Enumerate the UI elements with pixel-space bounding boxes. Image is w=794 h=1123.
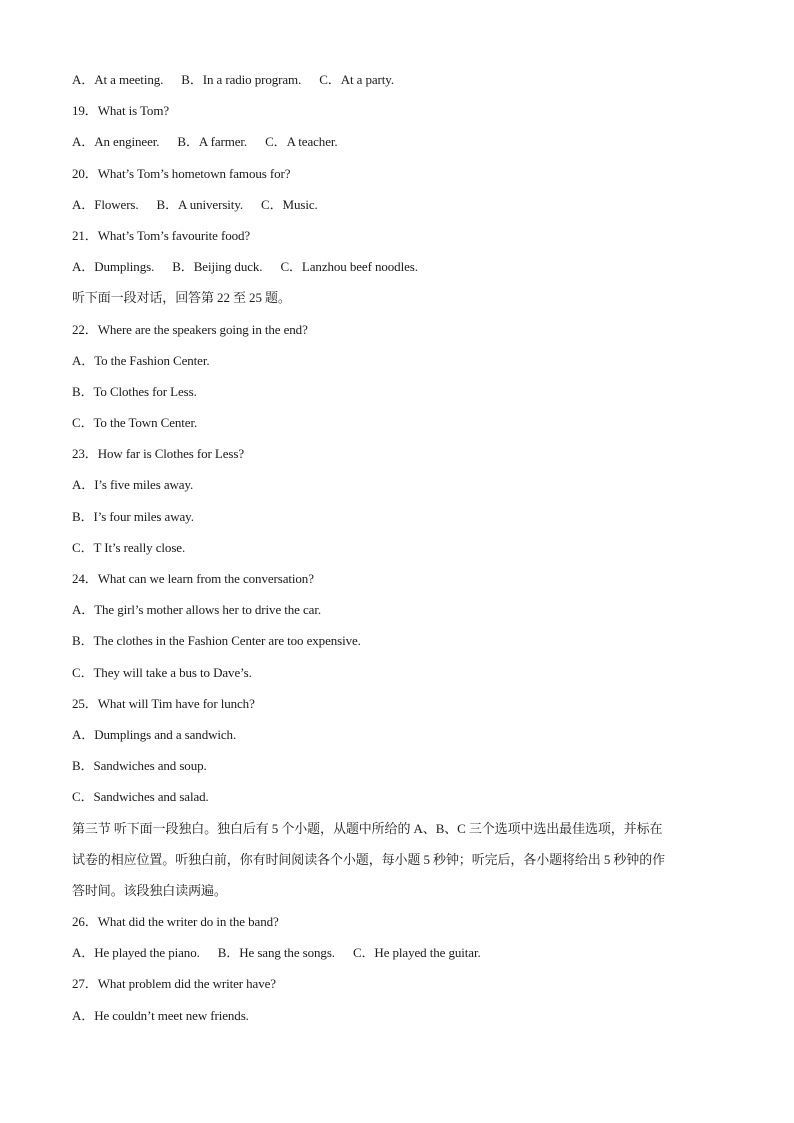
option-row bbox=[72, 64, 722, 95]
answer-option: B．A farmer. bbox=[177, 134, 248, 150]
answer-option: C．Music. bbox=[261, 196, 318, 212]
text-line: 26．What did the writer do in the band? bbox=[72, 914, 279, 930]
answer-option: A．Flowers. bbox=[72, 196, 139, 212]
text-line: A．To the Fashion Center. bbox=[72, 352, 210, 368]
text-line: 21．What’s Tom’s favourite food? bbox=[72, 227, 251, 243]
text-line: A．I’s five miles away. bbox=[72, 477, 194, 493]
answer-option: A．Dumplings. bbox=[72, 259, 155, 275]
text-line: 答时间。该段独白读两遍。 bbox=[72, 882, 227, 898]
answer-option: B．A university. bbox=[156, 196, 244, 212]
text-line: 第三节 听下面一段独白。独白后有 5 个小题，从题中所给的 A、B、C 三个选项中选出最佳选项，并标在 bbox=[72, 820, 663, 836]
answer-option: A．An engineer. bbox=[72, 134, 160, 150]
text-line: 听下面一段对话，回答第 22 至 25 题。 bbox=[72, 290, 291, 306]
answer-option: B．In a radio program. bbox=[181, 72, 302, 87]
text-line: C．They will take a bus to Dave’s. bbox=[72, 664, 252, 680]
text-line: A．The girl’s mother allows her to drive the car. bbox=[72, 602, 321, 618]
option-row bbox=[72, 937, 722, 968]
answer-option: A．At a meeting. bbox=[72, 72, 164, 87]
text-line: 22．Where are the speakers going in the end? bbox=[72, 321, 308, 337]
text-line: 23．How far is Clothes for Less? bbox=[72, 446, 245, 462]
answer-option: B．He sang the songs. bbox=[217, 945, 335, 961]
text-line: 20．What’s Tom’s hometown famous for? bbox=[72, 165, 291, 181]
text-line: B．Sandwiches and soup. bbox=[72, 758, 207, 774]
answer-option: C．A teacher. bbox=[265, 134, 338, 150]
text-line: A．He couldn’t meet new friends. bbox=[72, 1007, 249, 1023]
text-line: B．The clothes in the Fashion Center are too expensive. bbox=[72, 633, 361, 649]
answer-option: B．Beijing duck. bbox=[172, 259, 263, 275]
option-row bbox=[72, 126, 722, 157]
text-line: 19．What is Tom? bbox=[72, 103, 170, 119]
text-line: 27．What problem did the writer have? bbox=[72, 976, 276, 992]
text-line: 试卷的相应位置。听独白前，你有时间阅读各个小题，每小题 5 秒钟；听完后，各小题将给出 5 秒钟的作 bbox=[72, 851, 666, 867]
text-line: C．To the Town Center. bbox=[72, 415, 198, 431]
answer-option: C．Lanzhou beef noodles. bbox=[280, 259, 418, 275]
answer-option: C．At a party. bbox=[319, 72, 394, 87]
option-row bbox=[72, 189, 722, 220]
answer-option: A．He played the piano. bbox=[72, 945, 200, 961]
option-row bbox=[72, 251, 722, 282]
text-line: 25．What will Tim have for lunch? bbox=[72, 695, 255, 711]
text-line: A．Dumplings and a sandwich. bbox=[72, 726, 237, 742]
exam-page bbox=[72, 64, 722, 1031]
text-line: 24．What can we learn from the conversation? bbox=[72, 571, 314, 586]
text-line: C．Sandwiches and salad. bbox=[72, 789, 209, 805]
answer-option: C．He played the guitar. bbox=[352, 945, 481, 961]
text-line: B．I’s four miles away. bbox=[72, 508, 194, 524]
text-line: C．T It’s really close. bbox=[72, 539, 186, 555]
text-line: B．To Clothes for Less. bbox=[72, 383, 197, 399]
